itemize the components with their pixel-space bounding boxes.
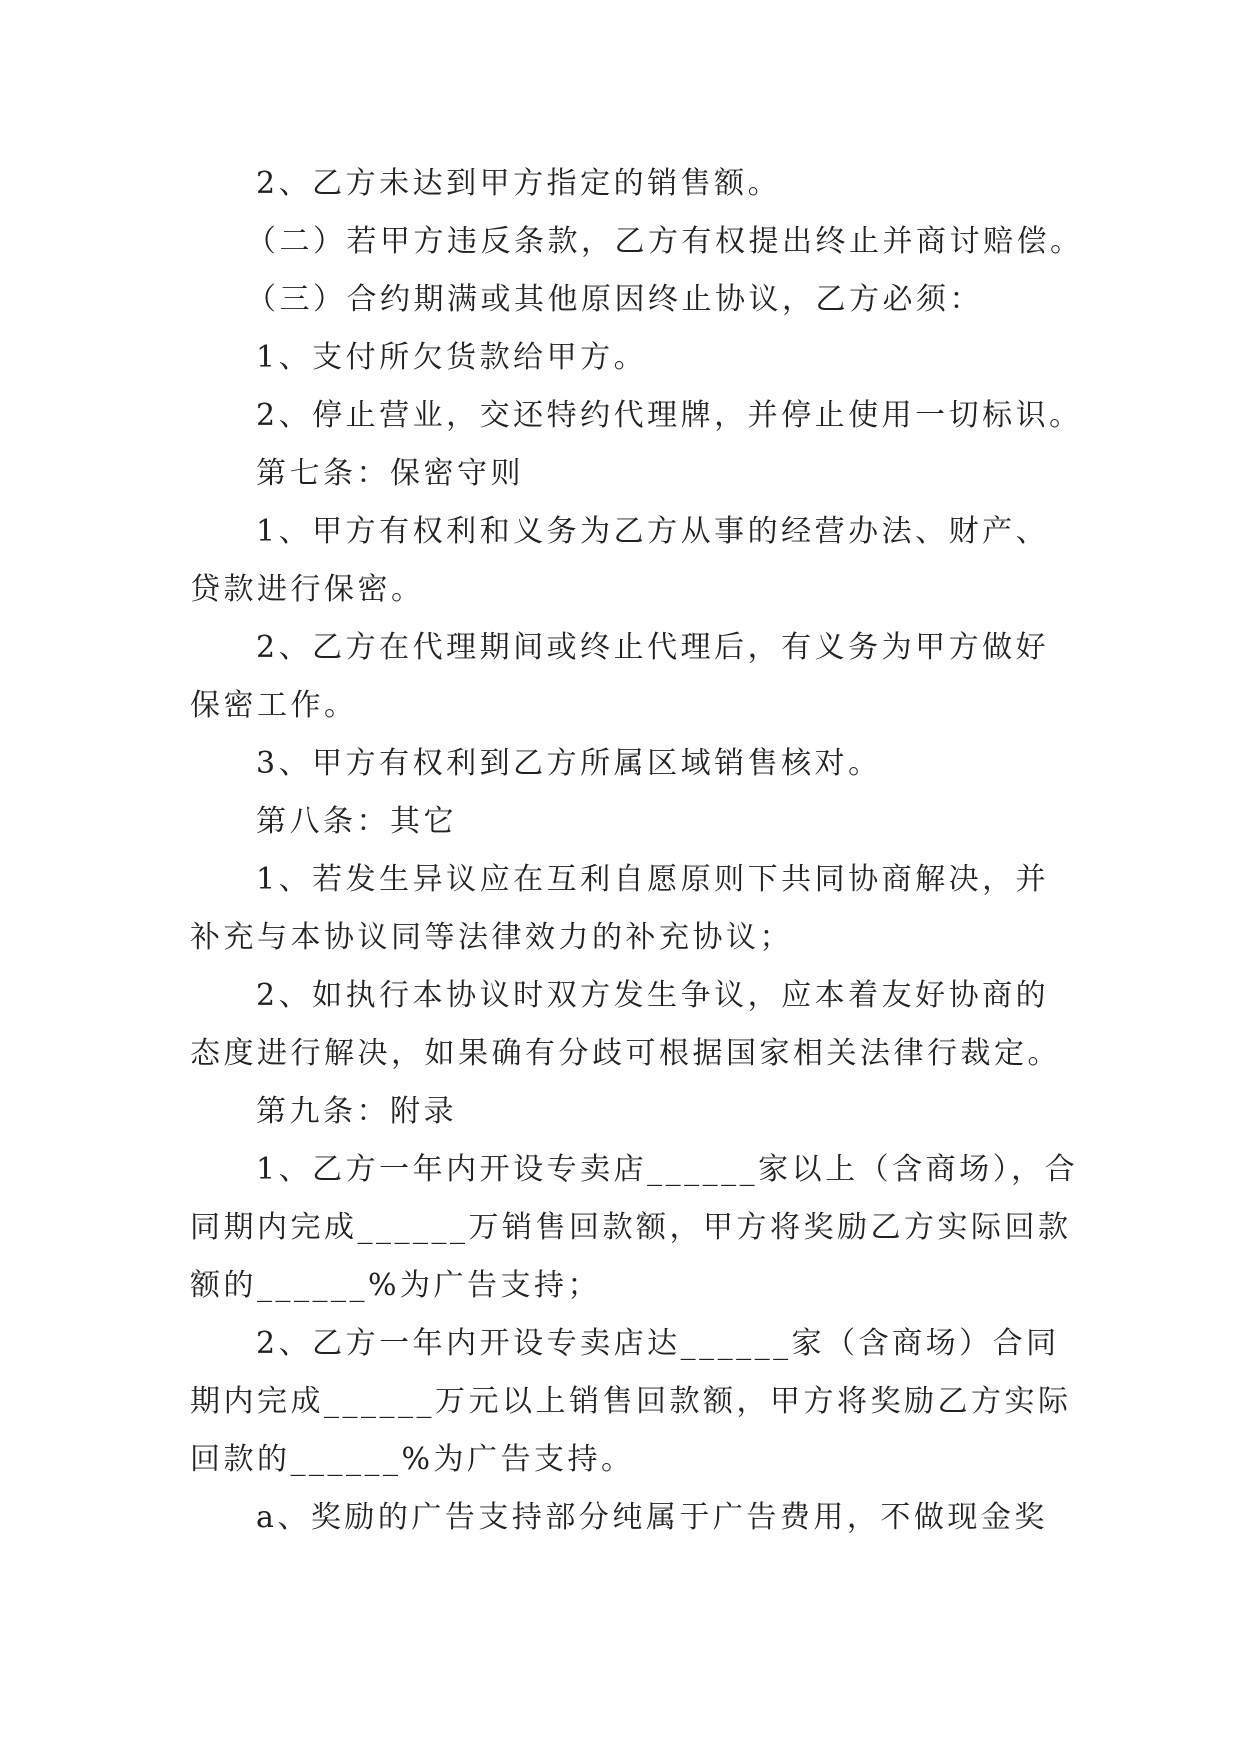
section-heading: 第八条：其它 bbox=[256, 804, 457, 839]
text-line: （二）若甲方违反条款，乙方有权提出终止并商讨赔偿。 bbox=[246, 224, 1084, 259]
text-line: 额的______%为广告支持； bbox=[190, 1268, 602, 1303]
text-line: 期内完成______万元以上销售回款额，甲方将奖励乙方实际 bbox=[190, 1384, 1072, 1419]
text-line: 1、若发生异议应在互利自愿原则下共同协商解决，并 bbox=[256, 862, 1050, 897]
text-line: 贷款进行保密。 bbox=[190, 572, 425, 607]
section-heading: 第九条：附录 bbox=[256, 1094, 457, 1129]
text-line: 1、支付所欠货款给甲方。 bbox=[256, 340, 648, 375]
text-line: 2、如执行本协议时双方发生争议，应本着友好协商的 bbox=[256, 978, 1050, 1013]
document-page bbox=[190, 155, 1084, 1547]
text-line: 2、乙方在代理期间或终止代理后，有义务为甲方做好 bbox=[256, 630, 1050, 665]
text-line: （三）合约期满或其他原因终止协议，乙方必须： bbox=[246, 282, 983, 317]
text-line: 同期内完成______万销售回款额，甲方将奖励乙方实际回款 bbox=[190, 1210, 1072, 1245]
text-line: 2、乙方一年内开设专卖店达______家（含商场）合同 bbox=[256, 1326, 1060, 1361]
text-line: 2、停止营业，交还特约代理牌，并停止使用一切标识。 bbox=[256, 398, 1083, 433]
text-line: 1、乙方一年内开设专卖店______家以上（含商场），合 bbox=[256, 1152, 1079, 1187]
text-line: 3、甲方有权利到乙方所属区域销售核对。 bbox=[256, 746, 882, 781]
text-line: 补充与本协议同等法律效力的补充协议； bbox=[190, 920, 793, 955]
text-line: 2、乙方未达到甲方指定的销售额。 bbox=[256, 166, 782, 201]
text-line: 态度进行解决，如果确有分歧可根据国家相关法律行裁定。 bbox=[190, 1036, 1061, 1071]
section-heading: 第七条：保密守则 bbox=[256, 456, 524, 491]
text-line: 保密工作。 bbox=[190, 688, 358, 723]
text-line: 1、甲方有权利和义务为乙方从事的经营办法、财产、 bbox=[256, 514, 1050, 549]
text-line: 回款的______%为广告支持。 bbox=[190, 1442, 635, 1477]
text-line: a、奖励的广告支持部分纯属于广告费用，不做现金奖 bbox=[256, 1500, 1048, 1535]
